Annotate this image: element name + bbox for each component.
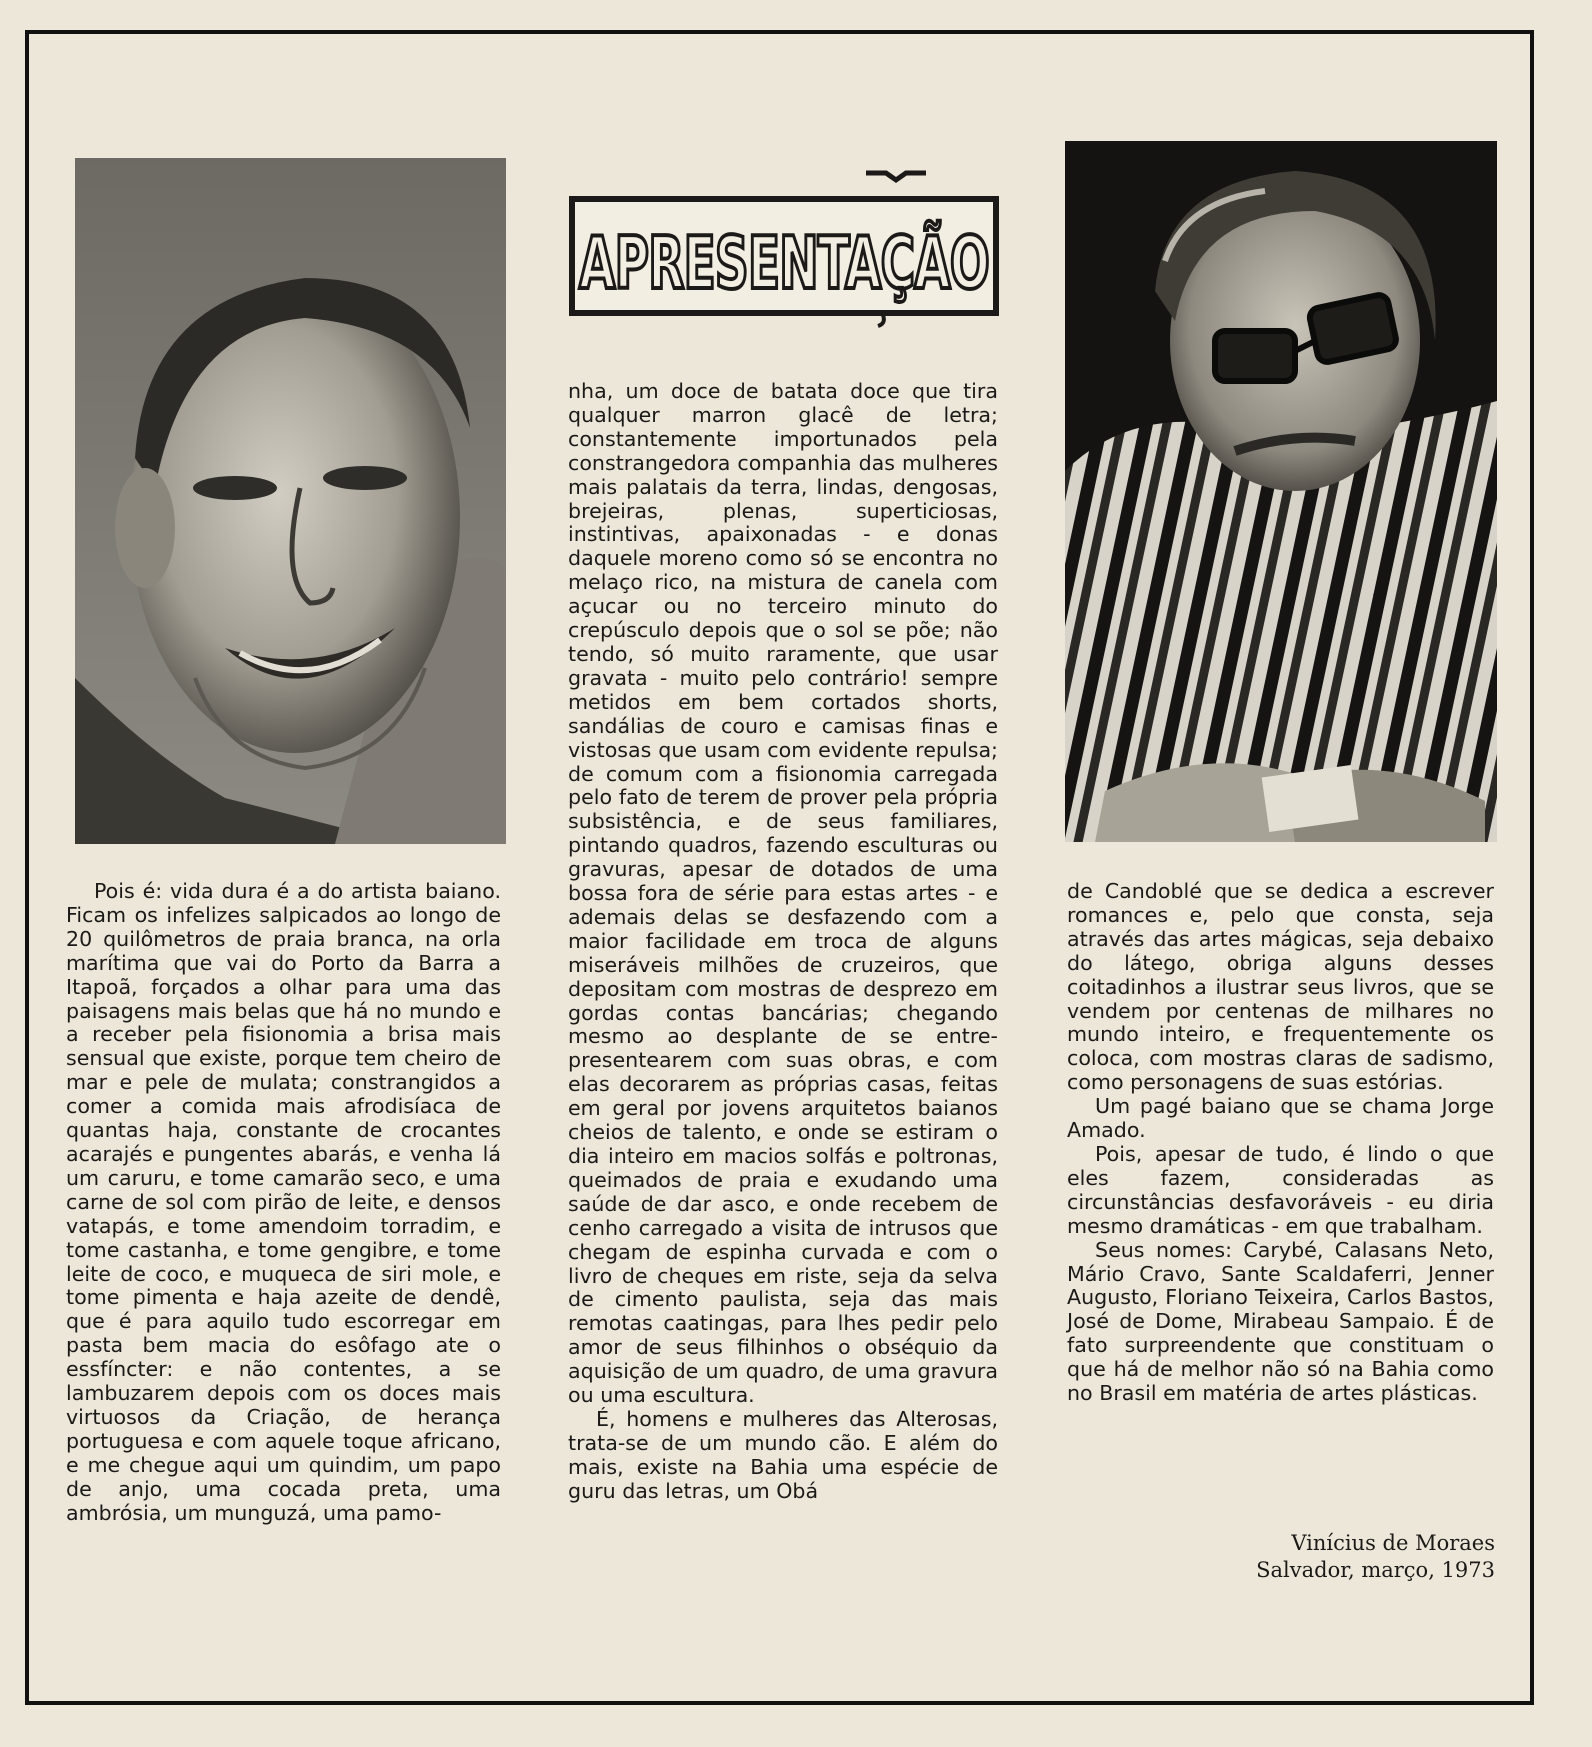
paragraph: Um pagé baiano que se chama Jorge Amado. [1067, 1094, 1494, 1143]
author-name: Vinícius de Moraes [1291, 1531, 1495, 1555]
place-date: Salvador, março, 1973 [1256, 1558, 1495, 1582]
paragraph: nha, um doce de batata doce que tira qualquer marron glacê de letra; constantemente importunados pela constrangedora companhia das mulheres mais palatais da terra, lindas, dengosas, brejeiras, plenas, superticiosas, instintivas, apaixonadas - e donas daquele moreno como só se encontra no melaço rico, na mistura de canela com açucar ou no terceiro minuto do crepúsculo depois que o sol se põe; não tendo, só muito raramente, que usar gravata - muito pelo contrário! sempre metidos em bem cortados shorts, sandálias de couro e camisas finas e vistosas que usam com evidente repulsa; de comum com a fisionomia carregada pelo fato de terem de prover pela própria subsistência, e de seus familiares, pintando quadros, fazendo esculturas ou gravuras, apesar de dotados de uma bossa fora de série para estas artes - e ademais delas se desfazendo com a maior facilidade em troca de alguns miseráveis milhões de cruzeiros, que depositam com mostras de desprezo em gordas contas bancárias; chegando mesmo ao desplante de se entre-presentearem com suas obras, e com elas decorarem as próprias casas, feitas em geral por jovens arquitetos baianos cheios de talento, e onde se estiram o dia inteiro em macios solfás e poltronas, queimados de praia e exudando uma saúde de dar asco, e onde recebem de cenho carregado a visita de intrusos que chegam de espinha curvada e com o livro de cheques em riste, seja da selva de cimento paulista, seja das mais remotas caatingas, para lhes pedir pelo amor de seus filhinhos o obséquio da aquisição de um quadro, de uma gravura ou uma escultura. [568, 379, 998, 1408]
portrait-smiling-man-icon [75, 158, 506, 844]
photo-vinicius-portrait [75, 158, 506, 844]
text-column-left [66, 880, 501, 1525]
paragraph: de Candoblé que se dedica a escrever romances e, pelo que consta, seja através das artes mágicas, seja debaixo do látego, obriga alguns desses coitadinhos a ilustrar seus livros, que se vendem por centenas de milhares no mundo inteiro, e frequentemente os coloca, com mostras claras de sadismo, como personagens de suas estórias. [1067, 879, 1494, 1095]
text-column-middle [568, 380, 998, 1504]
text-column-right [1067, 880, 1494, 1406]
paragraph: Seus nomes: Carybé, Calasans Neto, Mário Cravo, Sante Scaldaferri, Jenner Augusto, Floriano Teixeira, Carlos Bastos, José de Dome, Mirabeau Sampaio. É de fato surpreendente que constituam o que há de melhor não só na Bahia como no Brasil em matéria de artes plásticas. [1067, 1237, 1494, 1406]
signature-block [1256, 1530, 1495, 1584]
decorative-title-lettering [566, 168, 1002, 323]
page-title [566, 168, 1002, 323]
paragraph: Pois é: vida dura é a do artista baiano. Ficam os infelizes salpicados ao longo de 20 quilômetros de praia branca, na orla marítima que vai do Porto da Barra a Itapoã, forçados a olhar para uma das paisagens mais belas que há no mundo e a receber pela fisionomia a brisa mais sensual que existe, porque tem cheiro de mar e pele de mulata; constrangidos a comer a comida mais afrodisíaca de quantas haja, constante de crocantes acarajés e pungentes abarás, e venha lá um caruru, e tome camarão seco, e uma carne de sol com pirão de leite, e densos vatapás, e tome amendoim torradim, e tome castanha, e tome gengibre, e tome leite de coco, e muqueca de siri mole, e tome pimenta e haja azeite de dendê, que é para aquilo tudo escorregar em pasta bem macia do esôfago ate o essfíncter: e não contentes, a se lambuzarem depois com os doces mais virtuosos da Criação, de herança portuguesa e com aquele toque africano, e me chegue aqui um quindim, um papo de anjo, uma cocada preta, uma ambrósia, um munguzá, uma pamo- [66, 879, 501, 1525]
paragraph: Pois, apesar de tudo, é lindo o que eles fazem, consideradas as circunstâncias desfavoráveis - eu diria mesmo dramáticas - em que trabalham. [1067, 1141, 1494, 1238]
photo-jorge-amado-portrait [1065, 141, 1497, 842]
paragraph: É, homens e mulheres das Alterosas, trata-se de um mundo cão. E além do mais, existe na Bahia uma espécie de guru das letras, um Obá [568, 1406, 998, 1503]
title-text: APRESENTAÇÃO [579, 221, 989, 305]
portrait-man-reading-glasses-icon [1065, 141, 1497, 842]
